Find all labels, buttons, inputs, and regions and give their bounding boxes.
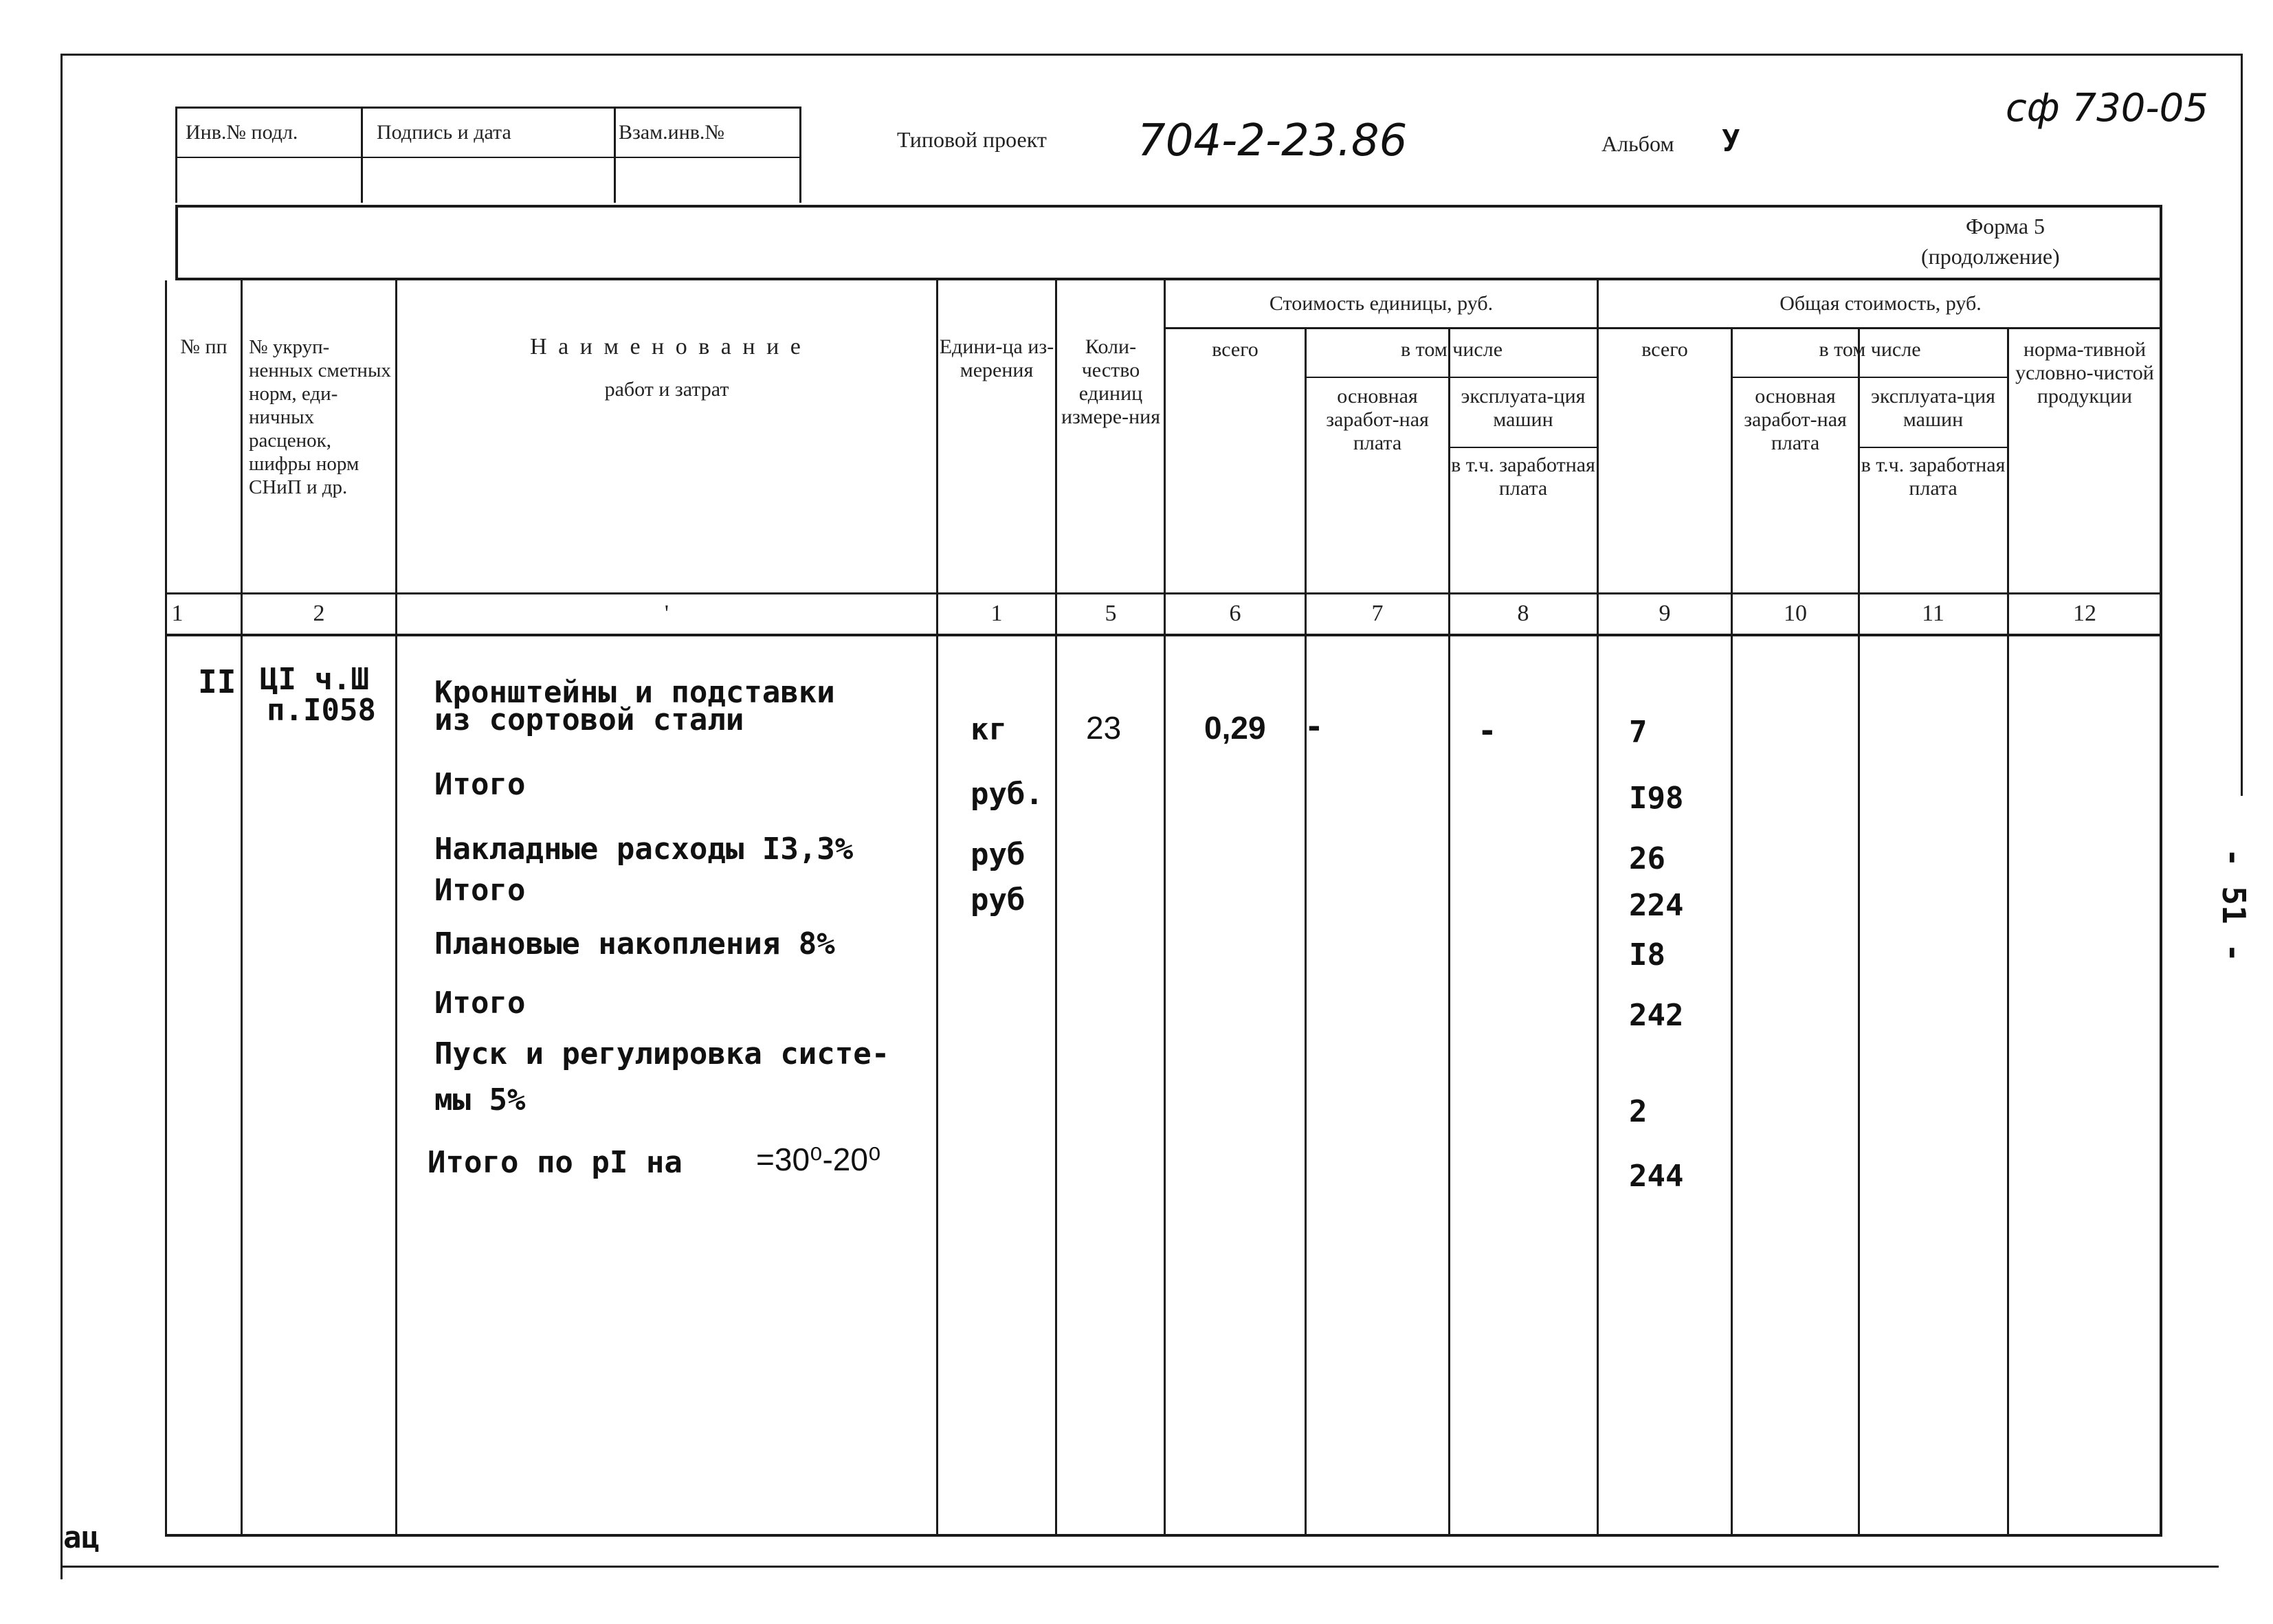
col-header-unit: Едини-ца из-мерения: [939, 335, 1054, 381]
line-name: из сортовой стали: [434, 702, 744, 737]
line-total: 2: [1629, 1094, 1648, 1129]
row-dash-machine: -: [1478, 712, 1497, 749]
frame-right: [2241, 54, 2243, 796]
col-header-unit-cost: Стоимость единицы, руб.: [1269, 292, 1494, 315]
row-number: II: [198, 663, 236, 700]
temperature-range: =30⁰-20⁰: [756, 1142, 881, 1177]
col-number: 1: [990, 601, 1003, 626]
col-header-unit-incl: в том числе: [1400, 338, 1503, 361]
line-name: Кронштейны и подставки: [434, 675, 835, 710]
line-total: 244: [1629, 1159, 1684, 1194]
col-header-unit-all: всего: [1212, 338, 1259, 361]
col-header-name-title: Н а и м е н о в а н и е: [530, 334, 803, 359]
row-unit-total: 0,29: [1204, 710, 1266, 746]
col-header-unit-wage: основная заработ-ная плата: [1326, 385, 1429, 454]
col-number: ': [664, 601, 669, 626]
col-header-unit-machine-wage: в т.ч. заработная плата: [1451, 454, 1595, 500]
frame-top: [60, 54, 2243, 56]
col-header-name-sub: работ и затрат: [604, 378, 729, 401]
col-header-total-cost: Общая стоимость, руб.: [1779, 292, 1982, 315]
album-value: У: [1722, 124, 1740, 159]
col-header-total-wage: основная заработ-ная плата: [1744, 385, 1847, 454]
col-header-num: № пп: [180, 335, 228, 358]
row-code-line2: п.I058: [267, 693, 376, 728]
col-number: 7: [1371, 601, 1384, 626]
line-total: I98: [1629, 781, 1684, 816]
col-header-code: № укруп-ненных сметных норм, еди-ничных расценок, шифры норм СНиП и др.: [249, 336, 391, 498]
line-total: 224: [1629, 888, 1684, 923]
line-unit: руб: [971, 837, 1025, 872]
row-qty: 23: [1086, 710, 1122, 746]
table-top: [175, 205, 2162, 208]
line-unit: руб: [971, 882, 1025, 917]
album-label: Альбом: [1601, 131, 1674, 156]
stamp-inv-label: Инв.№ подл.: [186, 121, 298, 144]
col-number: 1: [171, 601, 184, 626]
col-number: 10: [1784, 601, 1807, 626]
line-total: 26: [1629, 841, 1665, 876]
table-right: [2160, 205, 2162, 1536]
line-name: Итого: [434, 767, 526, 802]
line-total: 242: [1629, 998, 1684, 1033]
col-number: 2: [313, 601, 325, 626]
side-page-number: - 51 -: [2215, 847, 2252, 963]
col-header-total-machine: эксплуата-ция машин: [1871, 385, 1995, 431]
doc-code: сф 730-05: [2006, 86, 2208, 131]
col-header-unit-machine: эксплуата-ция машин: [1461, 385, 1586, 431]
row-unit: кг: [971, 712, 1007, 747]
project-label: Типовой проект: [897, 127, 1047, 152]
line-name: Итого: [434, 873, 526, 908]
line-name: Пуск и регулировка систе-: [434, 1036, 890, 1071]
frame-left: [60, 54, 63, 1579]
line-name: Итого по рI на: [428, 1145, 683, 1180]
line-unit: руб.: [971, 777, 1043, 812]
col-number: 9: [1659, 601, 1671, 626]
line-name: Накладные расходы I3,3%: [434, 832, 854, 867]
col-number: 11: [1922, 601, 1944, 626]
stamp-sign-label: Подпись и дата: [377, 121, 511, 144]
col-number: 5: [1105, 601, 1117, 626]
col-number: 8: [1517, 601, 1529, 626]
line-name: Плановые накопления 8%: [434, 926, 835, 961]
frame-bottom: [60, 1566, 2219, 1568]
stamp-vzam-label: Взам.инв.№: [619, 121, 725, 144]
corner-mark: ац: [63, 1520, 100, 1555]
line-total: I8: [1629, 937, 1665, 972]
col-header-total-machine-wage: в т.ч. заработная плата: [1861, 454, 2006, 500]
col-header-norm: норма-тивной условно-чистой продукции: [2015, 338, 2154, 408]
line-name: мы 5%: [434, 1082, 526, 1117]
project-number: 704-2-23.86: [1138, 115, 1408, 166]
form-label: Форма 5: [1966, 214, 2045, 238]
col-header-qty: Коли-чество единиц измере-ния: [1061, 335, 1160, 428]
row-code-line1: ЦI ч.Ш: [260, 662, 369, 697]
line-name: Итого: [434, 986, 526, 1021]
line-total: 7: [1629, 715, 1648, 750]
form-note: (продолжение): [1921, 244, 2060, 269]
col-number: 12: [2073, 601, 2096, 626]
row-dash-wage: -: [1305, 708, 1324, 745]
col-header-total-incl: в том числе: [1819, 338, 1921, 361]
col-number: 6: [1229, 601, 1241, 626]
col-header-total-all: всего: [1641, 338, 1688, 361]
